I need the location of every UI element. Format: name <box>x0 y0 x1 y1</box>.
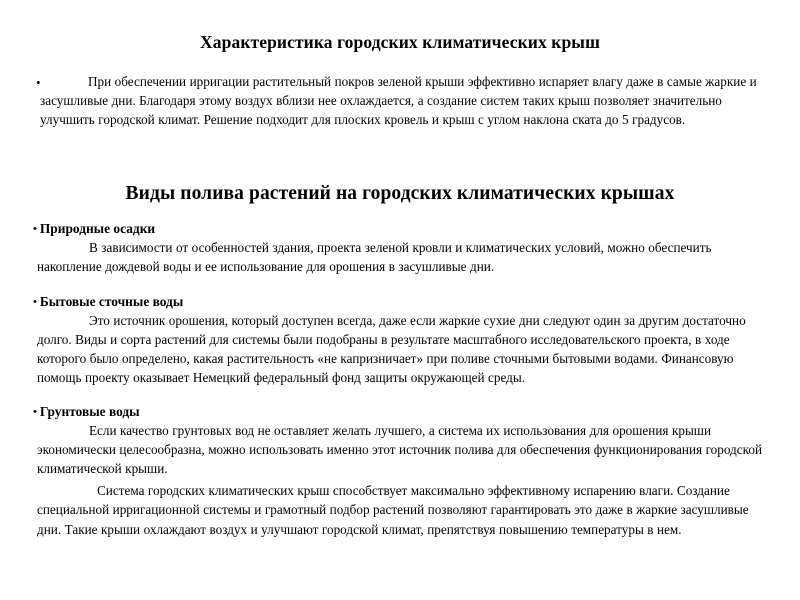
section-heading-label: Бытовые сточные воды <box>39 294 184 309</box>
section-precipitation <box>33 220 762 276</box>
bullet-icon: • <box>33 222 37 235</box>
section-heading <box>33 293 762 311</box>
bullet-icon: • <box>33 295 37 308</box>
section-paragraph: Если качество грунтовых вод не оставляет желать лучшего, а система их использования для орошения крыши экономически целесообразна, можно использовать именно этот источник полива для обеспечения функционирования городской климатической крыши. <box>37 422 762 477</box>
closing-paragraph: Система городских климатических крыш способствует максимально эффективному испарению влаги. Создание специальной ирригационной системы и грамотный подбор растений позволяют гарантировать это даже в жаркие засушливые дни. Такие крыши охлаждают воздух и улучшают городской климат, препятствуя повышению температуры в нем. <box>37 483 749 537</box>
section-title: Виды полива растений на городских климатических крышах <box>125 183 675 205</box>
section-heading-label: Грунтовые воды <box>39 404 140 419</box>
page-title: Характеристика городских климатических крыш <box>200 31 600 52</box>
intro-bullet-item <box>36 72 762 130</box>
closing-block <box>33 481 769 539</box>
section-heading-label: Природные осадки <box>39 221 156 236</box>
bullet-icon: • <box>36 75 41 90</box>
section-wastewater <box>33 293 762 388</box>
section-heading <box>33 403 762 421</box>
bullet-icon: • <box>33 405 37 418</box>
section-groundwater <box>33 403 762 478</box>
intro-paragraph: При обеспечении ирригации растительный покров зеленой крыши эффективно испаряет влагу даже в самые жаркие и засушливые дни. Благодаря этому воздух вблизи нее охлаждается, а создание систем таких крыш позволяет значительно улучшить городской климат. Решение подходит для плоских кровель и крыш с углом наклона ската до 5 градусов. <box>40 74 757 128</box>
section-paragraph: Это источник орошения, который доступен всегда, даже если жаркие сухие дни следуют один за другим достаточно долго. Виды и сорта растений для системы были подобраны в результате масштабного исследовательского проекта, в ходе которого было определено, какая растительность «не капризничает» при поливе сточными бытовыми водами. Финансовую помощь проекту оказывает Немецкий федеральный фонд защиты окружающей среды. <box>37 312 746 386</box>
section-heading <box>33 220 762 238</box>
section-paragraph: В зависимости от особенностей здания, проекта зеленой кровли и климатических условий, можно обеспечить накопление дождевой воды и ее использование для орошения в засушливые дни. <box>37 239 712 274</box>
